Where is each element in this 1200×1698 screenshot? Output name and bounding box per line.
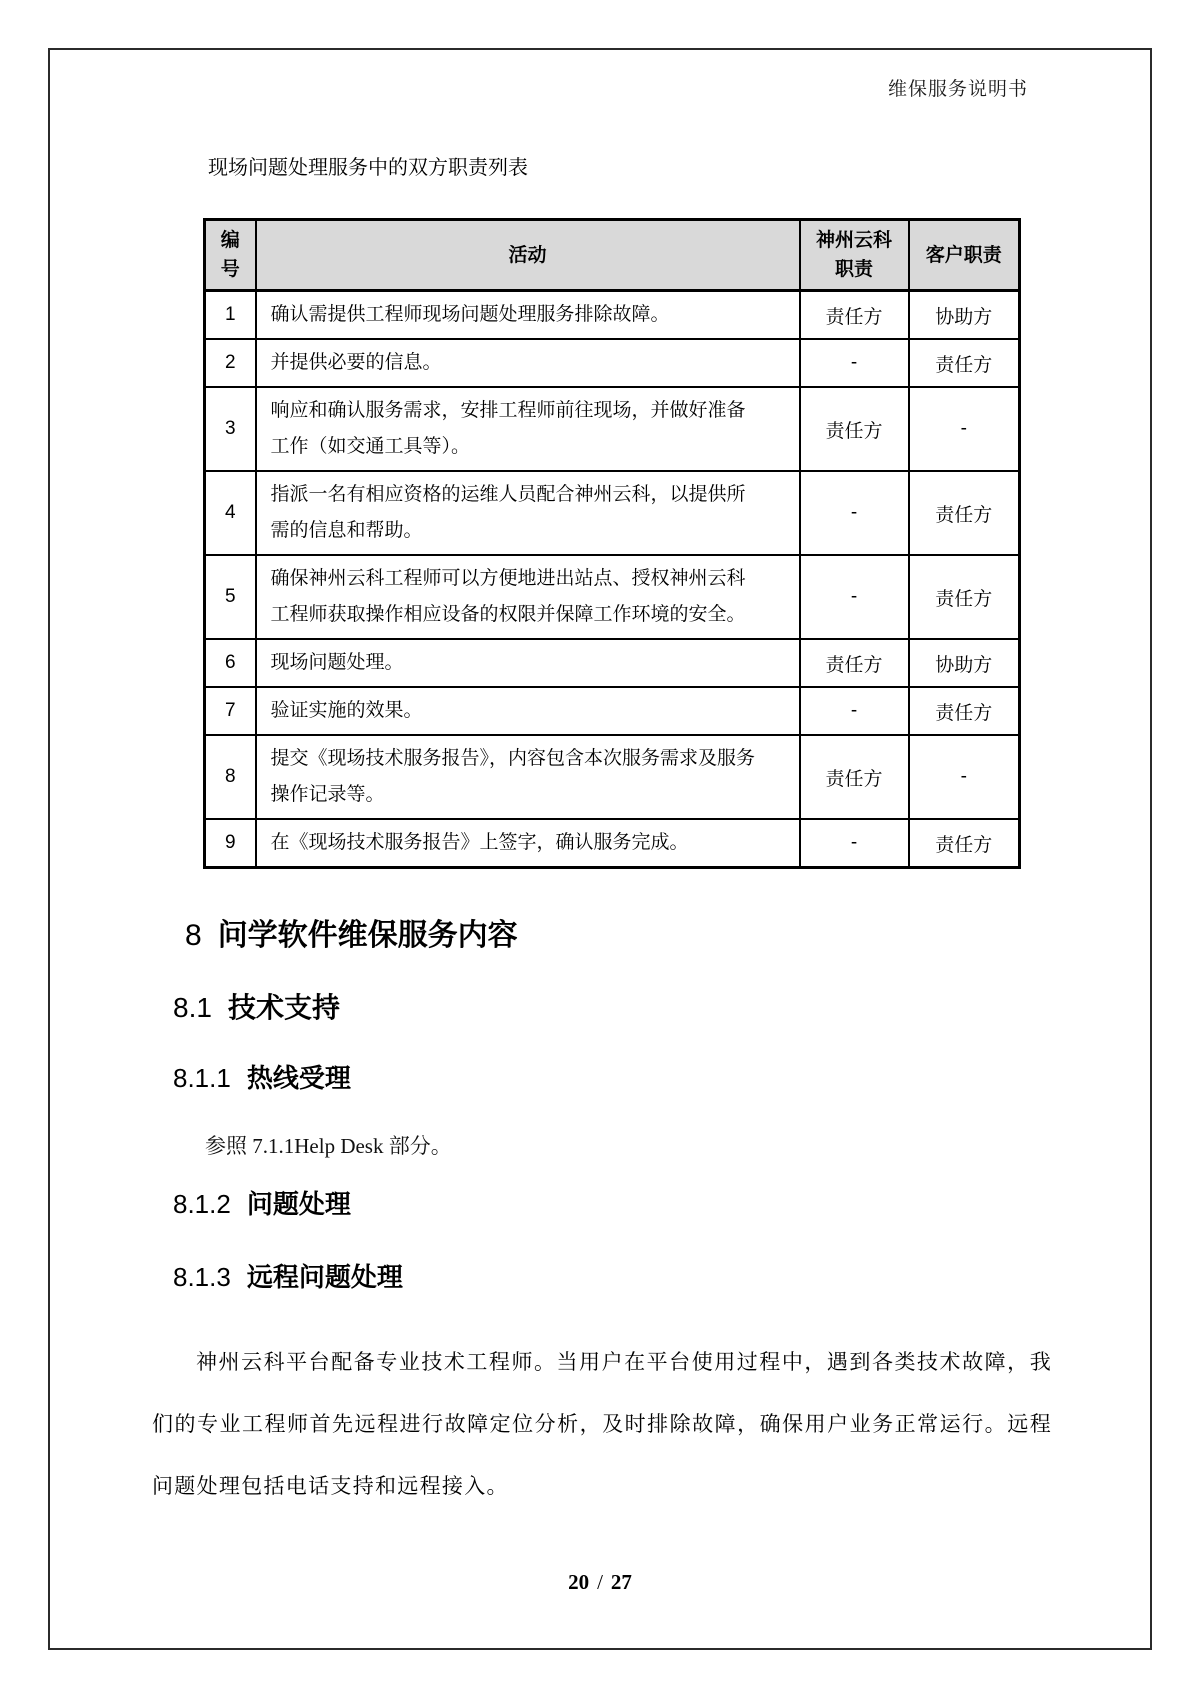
cell-number: 6 <box>205 639 256 687</box>
table-row <box>205 735 1020 819</box>
section-title: 问题处理 <box>246 1189 351 1219</box>
cell-activity: 并提供必要的信息。 <box>256 339 800 387</box>
cell-vendor-role: 责任方 <box>800 291 909 340</box>
cell-vendor-role: - <box>800 687 909 735</box>
cell-activity: 在《现场技术服务报告》上签字，确认服务完成。 <box>256 819 800 868</box>
cell-vendor-role: 责任方 <box>800 639 909 687</box>
col-header-customer-role: 客户职责 <box>909 220 1020 291</box>
cell-customer-role: 责任方 <box>909 339 1020 387</box>
cell-customer-role: 责任方 <box>909 687 1020 735</box>
cell-customer-role: 协助方 <box>909 291 1020 340</box>
section-heading-8 <box>185 910 518 954</box>
section-number: 8.1.2 <box>173 1189 231 1219</box>
cell-number: 1 <box>205 291 256 340</box>
cell-activity: 确保神州云科工程师可以方便地进出站点、授权神州云科工程师获取操作相应设备的权限并保障工作环境的安全。 <box>256 555 800 639</box>
cell-customer-role: 责任方 <box>909 819 1020 868</box>
section-number: 8 <box>185 919 202 952</box>
page-number: 20 <box>568 1570 590 1594</box>
cell-customer-role: 协助方 <box>909 639 1020 687</box>
section-heading-8-1-1 <box>173 1058 351 1095</box>
page-total: 27 <box>610 1570 632 1594</box>
cell-number: 5 <box>205 555 256 639</box>
table-row <box>205 291 1020 340</box>
table-row <box>205 555 1020 639</box>
table-row <box>205 639 1020 687</box>
table-header-row <box>205 220 1020 291</box>
section-number: 8.1.1 <box>173 1063 231 1093</box>
cell-customer-role: 责任方 <box>909 471 1020 555</box>
col-header-number: 编号 <box>205 220 256 291</box>
col-header-activity: 活动 <box>256 220 800 291</box>
cell-activity: 指派一名有相应资格的运维人员配合神州云科，以提供所需的信息和帮助。 <box>256 471 800 555</box>
section-heading-8-1-2 <box>173 1184 351 1221</box>
cell-vendor-role: - <box>800 555 909 639</box>
reference-text: 参照 7.1.1Help Desk 部分。 <box>205 1134 452 1158</box>
cell-customer-role: - <box>909 735 1020 819</box>
section-number: 8.1.3 <box>173 1262 231 1292</box>
table-row <box>205 387 1020 471</box>
section-number: 8.1 <box>173 992 212 1023</box>
cell-vendor-role: 责任方 <box>800 735 909 819</box>
section-heading-8-1 <box>173 986 340 1026</box>
section-title: 热线受理 <box>246 1063 351 1093</box>
cell-number: 9 <box>205 819 256 868</box>
table-row <box>205 471 1020 555</box>
cell-vendor-role: - <box>800 819 909 868</box>
cell-customer-role: - <box>909 387 1020 471</box>
cell-vendor-role: - <box>800 471 909 555</box>
page-footer <box>0 1570 1200 1595</box>
responsibility-table <box>203 218 1021 869</box>
cell-vendor-role: - <box>800 339 909 387</box>
section-title: 问学软件维保服务内容 <box>217 919 518 952</box>
table-row <box>205 339 1020 387</box>
table-caption: 现场问题处理服务中的双方职责列表 <box>208 157 528 179</box>
cell-customer-role: 责任方 <box>909 555 1020 639</box>
section-heading-8-1-3 <box>173 1257 403 1294</box>
section-title: 远程问题处理 <box>246 1262 403 1292</box>
cell-number: 2 <box>205 339 256 387</box>
cell-number: 7 <box>205 687 256 735</box>
cell-activity: 响应和确认服务需求，安排工程师前往现场，并做好准备工作（如交通工具等）。 <box>256 387 800 471</box>
cell-number: 4 <box>205 471 256 555</box>
section-title: 技术支持 <box>227 992 340 1023</box>
cell-vendor-role: 责任方 <box>800 387 909 471</box>
cell-activity: 现场问题处理。 <box>256 639 800 687</box>
page-separator: / <box>597 1570 603 1594</box>
body-paragraph: 神州云科平台配备专业技术工程师。当用户在平台使用过程中，遇到各类技术故障，我们的专业工程师首先远程进行故障定位分析，及时排除故障，确保用户业务正常运行。远程问题处理包括电话支持和远程接入。 <box>152 1351 1052 1498</box>
document-header-title: 维保服务说明书 <box>887 79 1028 100</box>
cell-activity: 验证实施的效果。 <box>256 687 800 735</box>
cell-activity: 提交《现场技术服务报告》，内容包含本次服务需求及服务操作记录等。 <box>256 735 800 819</box>
cell-number: 3 <box>205 387 256 471</box>
col-header-vendor-role: 神州云科职责 <box>800 220 909 291</box>
table-row <box>205 819 1020 868</box>
cell-number: 8 <box>205 735 256 819</box>
table-row <box>205 687 1020 735</box>
cell-activity: 确认需提供工程师现场问题处理服务排除故障。 <box>256 291 800 340</box>
